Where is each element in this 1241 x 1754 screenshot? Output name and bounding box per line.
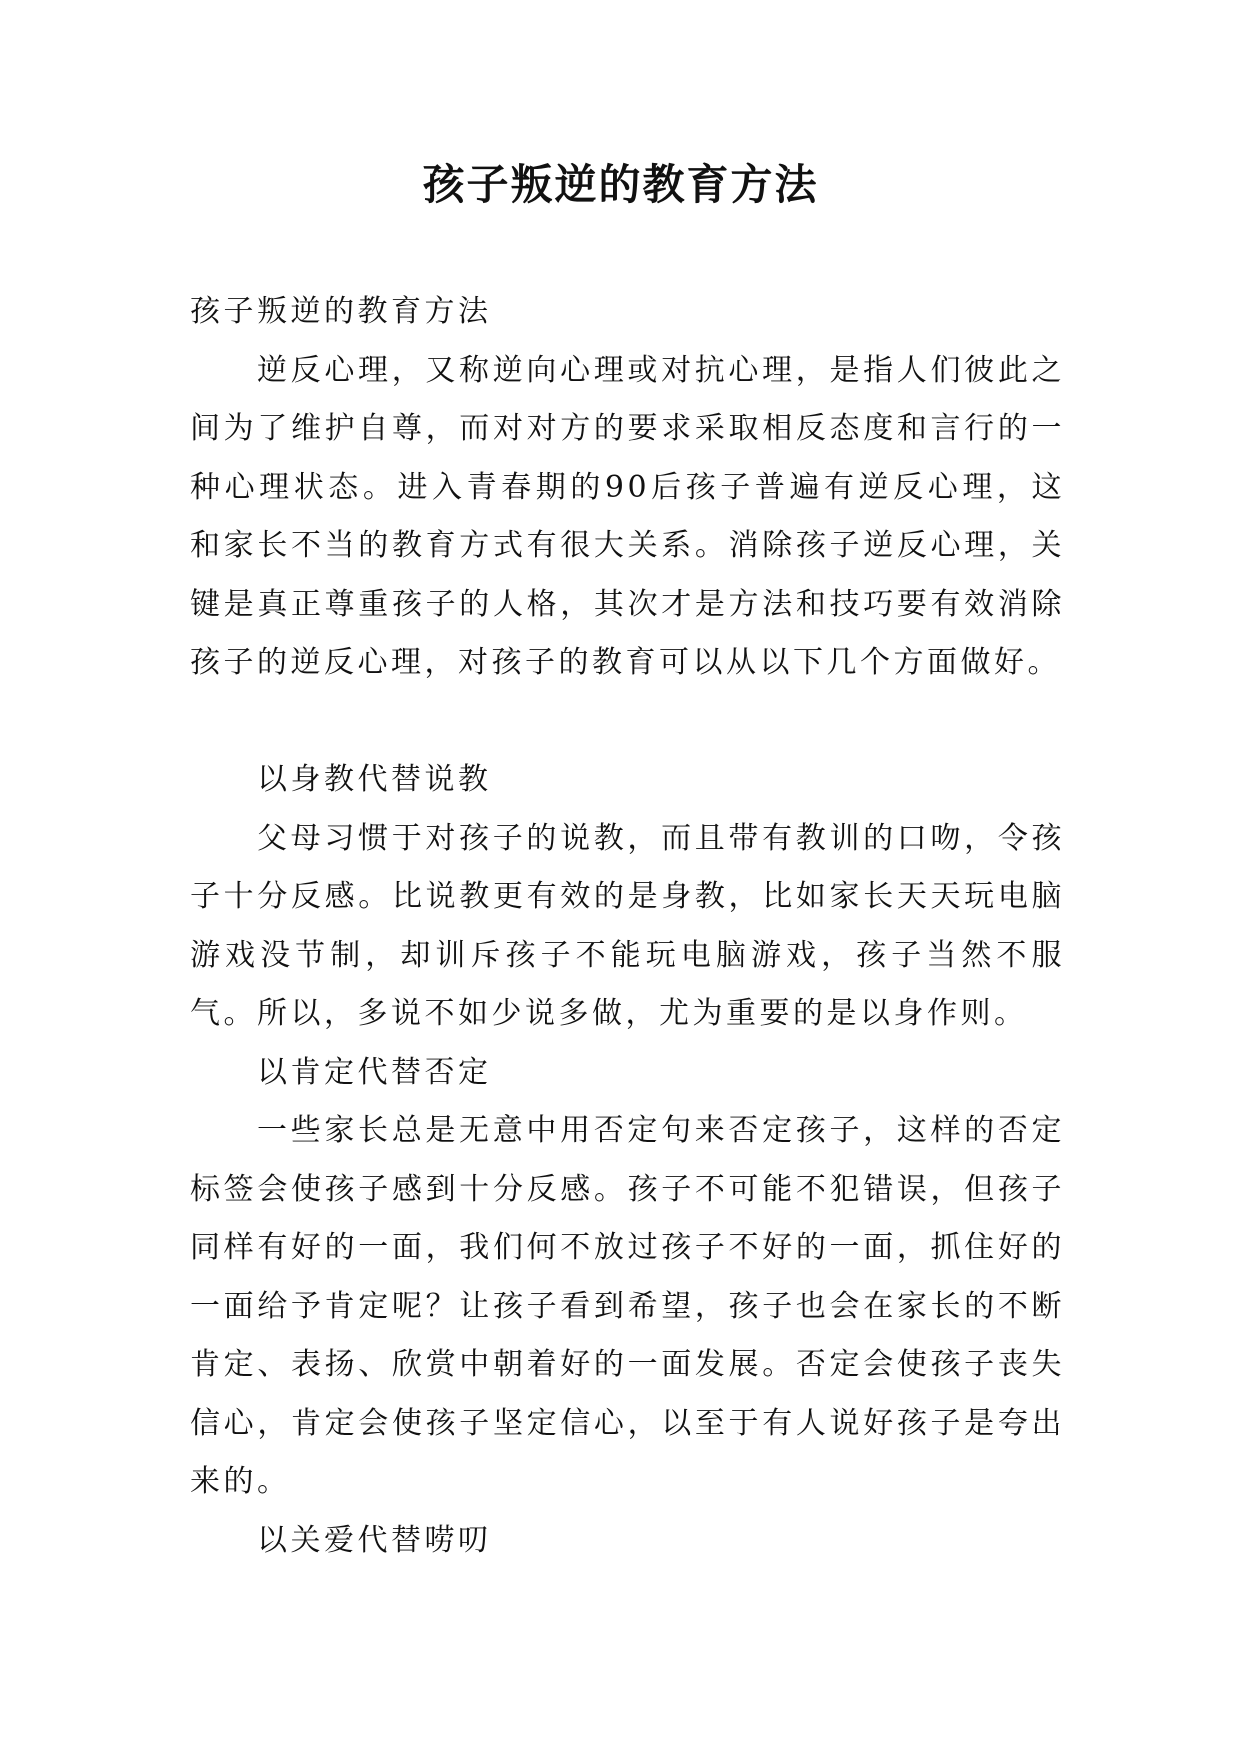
section-heading-example: 以身教代替说教	[257, 762, 492, 797]
paragraph-intro: 逆反心理，又称逆向心理或对抗心理，是指人们彼此之间为了维护自尊，而对对方的要求采取相反态度和言行的一种心理状态。进入青春期的90后孩子普遍有逆反心理，这和家长不当的教育方式有很大关系。消除孩子逆反心理，关键是真正尊重孩子的人格，其次才是方法和技巧要有效消除孩子的逆反心理，对孩子的教育可以从以下几个方面做好。	[190, 352, 1065, 680]
document-title: 孩子叛逆的教育方法	[422, 160, 819, 209]
paragraph-spacer	[190, 693, 1065, 752]
section-heading-affirmation: 以肯定代替否定	[257, 1054, 492, 1090]
document-body	[190, 283, 1065, 1570]
paragraph-example: 父母习惯于对孩子的说教，而且带有教训的口吻，令孩子十分反感。比说教更有效的是身教，比如家长天天玩电脑游戏没节制，却训斥孩子不能玩电脑游戏，孩子当然不服气。所以，多说不如少说多做，尤为重要的是以身作则。	[190, 820, 1065, 1031]
body-heading: 孩子叛逆的教育方法	[190, 294, 492, 329]
paragraph-affirmation: 一些家长总是无意中用否定句来否定孩子，这样的否定标签会使孩子感到十分反感。孩子不可能不犯错误，但孩子同样有好的一面，我们何不放过孩子不好的一面，抓住好的一面给予肯定呢？让孩子看到希望，孩子也会在家长的不断肯定、表扬、欣赏中朝着好的一面发展。否定会使孩子丧失信心，肯定会使孩子坚定信心，以至于有人说好孩子是夸出来的。	[190, 1113, 1065, 1499]
section-heading-care: 以关爱代替唠叨	[257, 1522, 492, 1558]
